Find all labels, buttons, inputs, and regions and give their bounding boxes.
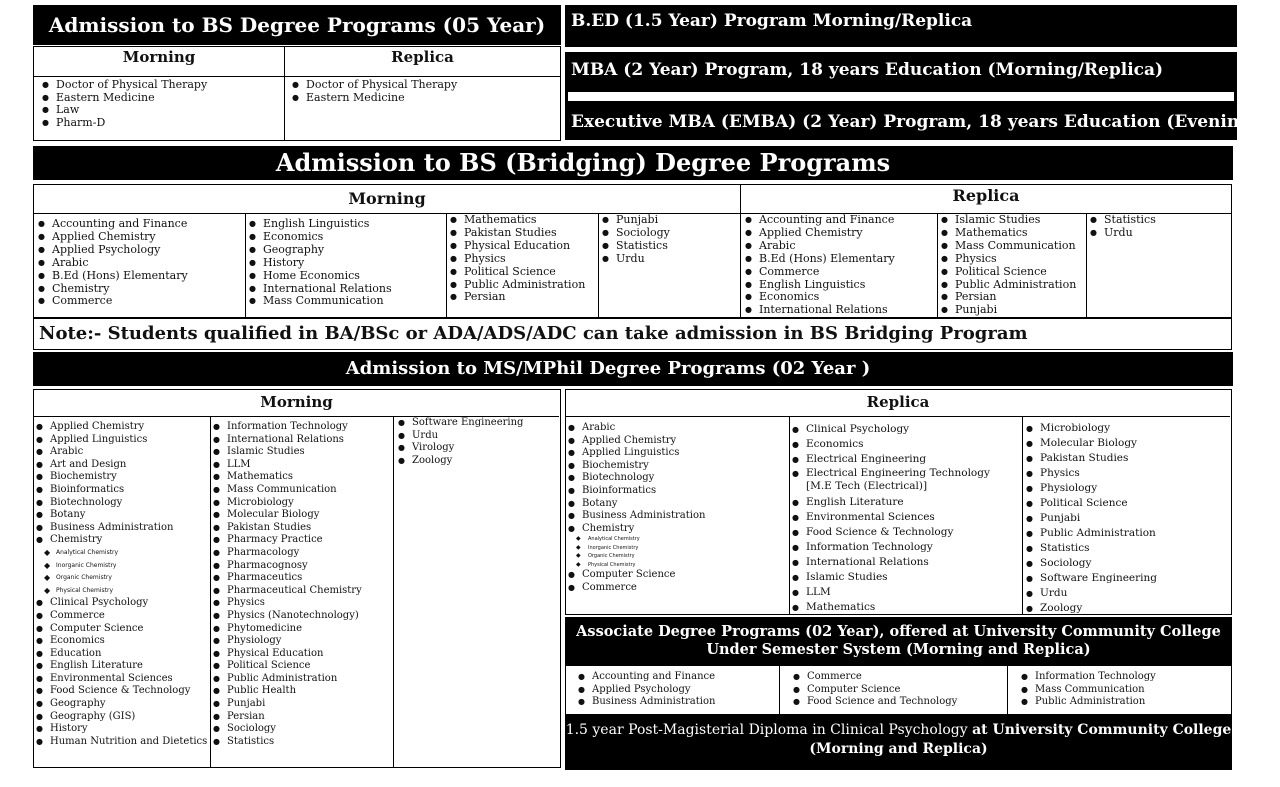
list-item: ◆ Organic Chemistry: [576, 552, 705, 561]
list-item: ● Public Administration: [939, 279, 1076, 292]
ms-morning-col1: [34, 421, 207, 748]
list-item: ● Commerce: [791, 671, 957, 684]
associate-table: [565, 665, 1232, 715]
list-item: ● Mass Communication: [939, 240, 1076, 253]
list-item: ◆ Inorganic Chemistry: [44, 560, 207, 573]
list-item: ● Business Administration: [566, 510, 705, 523]
list-item: ● Applied Chemistry: [743, 227, 895, 240]
list-item: ● Applied Psychology: [36, 244, 188, 257]
list-item: ● Food Science & Technology: [790, 525, 1012, 540]
list-item: ● Business Administration: [576, 696, 715, 709]
list-item: ● Economics: [743, 291, 895, 304]
list-item: ◆ Analytical Chemistry: [44, 547, 207, 560]
list-item: ● Statistics: [1088, 214, 1156, 227]
bed-text: B.ED (1.5 Year) Program Morning/Replica: [571, 11, 973, 31]
list-item: ● Computer Science: [34, 623, 207, 636]
list-item: ● Urdu: [600, 253, 670, 266]
list-item: ● Biotechnology: [34, 497, 207, 510]
associate-title-line2: Under Semester System (Morning and Replica): [706, 641, 1091, 658]
list-item: ● Doctor of Physical Therapy: [290, 79, 457, 92]
list-item: ● Economics: [247, 231, 392, 244]
list-item: ● International Relations: [211, 434, 362, 447]
ms-morning-col2: [211, 421, 362, 748]
list-item: ● Applied Linguistics: [566, 447, 705, 460]
list-item: ● Chemistry: [36, 283, 188, 296]
list-item: ● International Relations: [790, 555, 1012, 570]
list-item: ● Pharmaceutics: [211, 572, 362, 585]
list-item: ● Applied Chemistry: [36, 231, 188, 244]
bridging-title: Admission to BS (Bridging) Degree Programs: [33, 146, 1233, 180]
list-item: ● Arabic: [743, 240, 895, 253]
list-item: ● Molecular Biology: [211, 509, 362, 522]
list-item: ● Applied Linguistics: [34, 434, 207, 447]
list-item: ● Eastern Medicine: [40, 92, 207, 105]
list-item: ● Doctor of Physical Therapy: [40, 79, 207, 92]
list-item: ● Information Technology: [211, 421, 362, 434]
ms-replica-col1: [566, 422, 705, 595]
list-item: ● LLM: [790, 585, 1012, 600]
banner-divider: [568, 92, 1234, 101]
list-item: ● Public Administration: [1019, 696, 1156, 709]
list-item: ● Pharmacy Practice: [211, 534, 362, 547]
diploma-text-b: at University Community College: [972, 722, 1232, 738]
bridging-morning-col2: [247, 218, 392, 308]
diploma-line1: [565, 722, 1232, 738]
list-item: ● Pakistan Studies: [448, 227, 585, 240]
list-item: ◆ Organic Chemistry: [44, 572, 207, 585]
diploma-banner: [565, 715, 1232, 770]
list-item: ● Pharmacognosy: [211, 560, 362, 573]
list-item: ● Persian: [448, 291, 585, 304]
associate-col2: [791, 671, 957, 709]
bridging-replica-body: [741, 214, 1231, 317]
list-item: ● Biotechnology: [566, 472, 705, 485]
list-item: ● Biochemistry: [566, 460, 705, 473]
list-item: ● Computer Science: [791, 684, 957, 697]
list-item: ● History: [247, 257, 392, 270]
list-item: ● Sociology: [1024, 556, 1157, 571]
list-item: ● Electrical Engineering Technology [M.E Tech (Electrical)]: [790, 467, 1012, 493]
list-item: ● Statistics: [600, 240, 670, 253]
ms-morning-header: Morning: [34, 390, 559, 417]
list-item: ● Mass Communication: [211, 484, 362, 497]
bridging-morning-col4: [600, 214, 670, 266]
list-item: ● Food Science and Technology: [791, 696, 957, 709]
list-item: ● English Linguistics: [743, 279, 895, 292]
ms-morning-table: [33, 389, 561, 768]
ms-replica-col3: [1024, 421, 1157, 616]
list-item: ● Environmental Sciences: [34, 673, 207, 686]
bs5-replica-list: [290, 79, 457, 104]
list-item: ● International Relations: [247, 283, 392, 296]
list-item: ● Commerce: [34, 610, 207, 623]
list-item: ● Pharmaceutical Chemistry: [211, 585, 362, 598]
list-item: ● Persian: [939, 291, 1076, 304]
list-item: ◆ Physical Chemistry: [576, 561, 705, 570]
list-item: ● Pakistan Studies: [1024, 451, 1157, 466]
list-item: ● Urdu: [396, 430, 523, 443]
list-item: ● Software Engineering: [396, 417, 523, 430]
list-item: ● B.Ed (Hons) Elementary: [743, 253, 895, 266]
bs5-table: [33, 46, 561, 141]
bridging-morning-body: [34, 214, 740, 317]
list-item: ● Arabic: [566, 422, 705, 435]
bridging-note: [33, 318, 1232, 350]
list-item: ● Physical Education: [448, 240, 585, 253]
list-item: ● Mass Communication: [1019, 684, 1156, 697]
list-item: ● Microbiology: [1024, 421, 1157, 436]
list-item: ● Biochemistry: [34, 471, 207, 484]
list-item: ● Public Administration: [448, 279, 585, 292]
bridging-replica-header: Replica: [741, 185, 1231, 214]
list-item: ● Commerce: [36, 295, 188, 308]
list-item: ● Botany: [566, 498, 705, 511]
ms-morning-col3: [396, 417, 523, 467]
list-item: ● Persian: [211, 711, 362, 724]
list-item: ● International Relations: [743, 304, 895, 317]
list-item: ● Public Administration: [1024, 526, 1157, 541]
list-item: ● Statistics: [1024, 541, 1157, 556]
list-item: ● Physics: [1024, 466, 1157, 481]
list-item: ● Political Science: [211, 660, 362, 673]
list-item: ● Geography (GIS): [34, 711, 207, 724]
list-item: ● Political Science: [1024, 496, 1157, 511]
list-item: ● Physics: [211, 597, 362, 610]
list-item: ● Applied Psychology: [576, 684, 715, 697]
list-item: ● Chemistry: [566, 523, 705, 536]
list-item: ● Pharmacology: [211, 547, 362, 560]
bridging-note-text: Note:- Students qualified in BA/BSc or ADA/ADS/ADC can take admission in BS Bridging Program: [39, 323, 1028, 344]
list-item: ● Software Engineering: [1024, 571, 1157, 586]
list-item: ● Clinical Psychology: [790, 422, 1012, 437]
associate-col1: [576, 671, 715, 709]
list-item: ● LLM: [211, 459, 362, 472]
list-item: ● Accounting and Finance: [36, 218, 188, 231]
list-item: ● Food Science & Technology: [34, 685, 207, 698]
ms-title: Admission to MS/MPhil Degree Programs (02 Year ): [33, 352, 1233, 386]
list-item: ● Education: [34, 648, 207, 661]
bed-banner: [565, 5, 1237, 47]
bridging-morning-col1: [36, 218, 188, 308]
list-item: ● Human Nutrition and Dietetics: [34, 736, 207, 749]
bs5-title: Admission to BS Degree Programs (05 Year): [33, 5, 561, 45]
emba-text: Executive MBA (EMBA) (2 Year) Program, 18 years Education (Evening): [571, 112, 1260, 132]
bridging-replica-col1: [743, 214, 895, 317]
list-item: ● Urdu: [1024, 586, 1157, 601]
list-item: ● Commerce: [566, 582, 705, 595]
list-item: ● Economics: [34, 635, 207, 648]
mba-emba-banner: [565, 52, 1260, 140]
list-item: ● English Linguistics: [247, 218, 392, 231]
list-item: ● Statistics: [211, 736, 362, 749]
list-item: ● Physics: [448, 253, 585, 266]
ms-replica-table: [565, 389, 1232, 615]
bs5-morning-list: [40, 79, 207, 130]
associate-title-line1: Associate Degree Programs (02 Year), offered at University Community College: [576, 623, 1221, 640]
list-item: ● Zoology: [396, 455, 523, 468]
list-item: ● Applied Chemistry: [34, 421, 207, 434]
list-item: ● Phytomedicine: [211, 623, 362, 636]
associate-col3: [1019, 671, 1156, 709]
list-item: ● Applied Chemistry: [566, 435, 705, 448]
list-item: ● Pakistan Studies: [211, 522, 362, 535]
list-item: ● Mass Communication: [247, 295, 392, 308]
list-item: ● Public Administration: [211, 673, 362, 686]
list-item: ● B.Ed (Hons) Elementary: [36, 270, 188, 283]
list-item: ● Electrical Engineering: [790, 452, 1012, 467]
list-item: ● Physics: [939, 253, 1076, 266]
list-item: ● Public Health: [211, 685, 362, 698]
list-item: ● Art and Design: [34, 459, 207, 472]
list-item: ● Eastern Medicine: [290, 92, 457, 105]
bridging-morning-header: Morning: [34, 185, 740, 214]
list-item: ● Home Economics: [247, 270, 392, 283]
list-item: ● Botany: [34, 509, 207, 522]
list-item: ● Mathematics: [211, 471, 362, 484]
list-item: ● Commerce: [743, 266, 895, 279]
list-item: ● Virology: [396, 442, 523, 455]
diploma-line2: (Morning and Replica): [809, 741, 988, 757]
list-item: ● Physiology: [1024, 481, 1157, 496]
list-item: ● Political Science: [939, 266, 1076, 279]
list-item: ● Computer Science: [566, 569, 705, 582]
bs5-morning-header: Morning: [34, 47, 284, 77]
bridging-replica-col3: [1088, 214, 1156, 240]
list-item: ● Microbiology: [211, 497, 362, 510]
diploma-text-a: 1.5 year Post-Magisterial Diploma in Clinical Psychology: [565, 722, 973, 738]
list-item: ◆ Inorganic Chemistry: [576, 544, 705, 553]
list-item: ● Accounting and Finance: [576, 671, 715, 684]
list-item: ● Urdu: [1088, 227, 1156, 240]
list-item: ● Mathematics: [939, 227, 1076, 240]
mba-text: MBA (2 Year) Program, 18 years Education (Morning/Replica): [571, 60, 1164, 80]
list-item: ● Business Administration: [34, 522, 207, 535]
associate-banner: [565, 617, 1232, 665]
list-item: ● Economics: [790, 437, 1012, 452]
list-item: ● Zoology: [1024, 601, 1157, 616]
list-item: ● Islamic Studies: [939, 214, 1076, 227]
list-item: ● Bioinformatics: [34, 484, 207, 497]
list-item: ◆ Physical Chemistry: [44, 585, 207, 598]
list-item: ● Chemistry: [34, 534, 207, 547]
list-item: ● Accounting and Finance: [743, 214, 895, 227]
ms-replica-header: Replica: [566, 390, 1230, 417]
list-item: ● Geography: [34, 698, 207, 711]
list-item: ● Environmental Sciences: [790, 510, 1012, 525]
list-item: ● Pharm-D: [40, 117, 207, 130]
list-item: ● Physical Education: [211, 648, 362, 661]
list-item: ● Islamic Studies: [211, 446, 362, 459]
list-item: ● Political Science: [448, 266, 585, 279]
list-item: ● Punjabi: [939, 304, 1076, 317]
list-item: ● History: [34, 723, 207, 736]
bs5-replica-header: Replica: [285, 47, 560, 77]
list-item: ● Geography: [247, 244, 392, 257]
bridging-replica-col2: [939, 214, 1076, 317]
list-item: ◆ Analytical Chemistry: [576, 535, 705, 544]
bridging-morning-col3: [448, 214, 585, 304]
list-item: ● Punjabi: [1024, 511, 1157, 526]
list-item: ● Arabic: [36, 257, 188, 270]
list-item: ● Molecular Biology: [1024, 436, 1157, 451]
list-item: ● Mathematics: [790, 600, 1012, 615]
list-item: ● Information Technology: [1019, 671, 1156, 684]
list-item: ● Law: [40, 104, 207, 117]
list-item: ● Sociology: [211, 723, 362, 736]
list-item: ● English Literature: [34, 660, 207, 673]
list-item: ● Punjabi: [600, 214, 670, 227]
list-item: ● Physics (Nanotechnology): [211, 610, 362, 623]
list-item: ● Mathematics: [448, 214, 585, 227]
list-item: ● English Literature: [790, 495, 1012, 510]
list-item: ● Physiology: [211, 635, 362, 648]
list-item: ● Punjabi: [211, 698, 362, 711]
list-item: ● Sociology: [600, 227, 670, 240]
list-item: ● Clinical Psychology: [34, 597, 207, 610]
ms-replica-col2: [790, 422, 1012, 615]
list-item: ● Information Technology: [790, 540, 1012, 555]
bridging-table: [33, 184, 1232, 318]
list-item: ● Islamic Studies: [790, 570, 1012, 585]
list-item: ● Bioinformatics: [566, 485, 705, 498]
list-item: ● Arabic: [34, 446, 207, 459]
